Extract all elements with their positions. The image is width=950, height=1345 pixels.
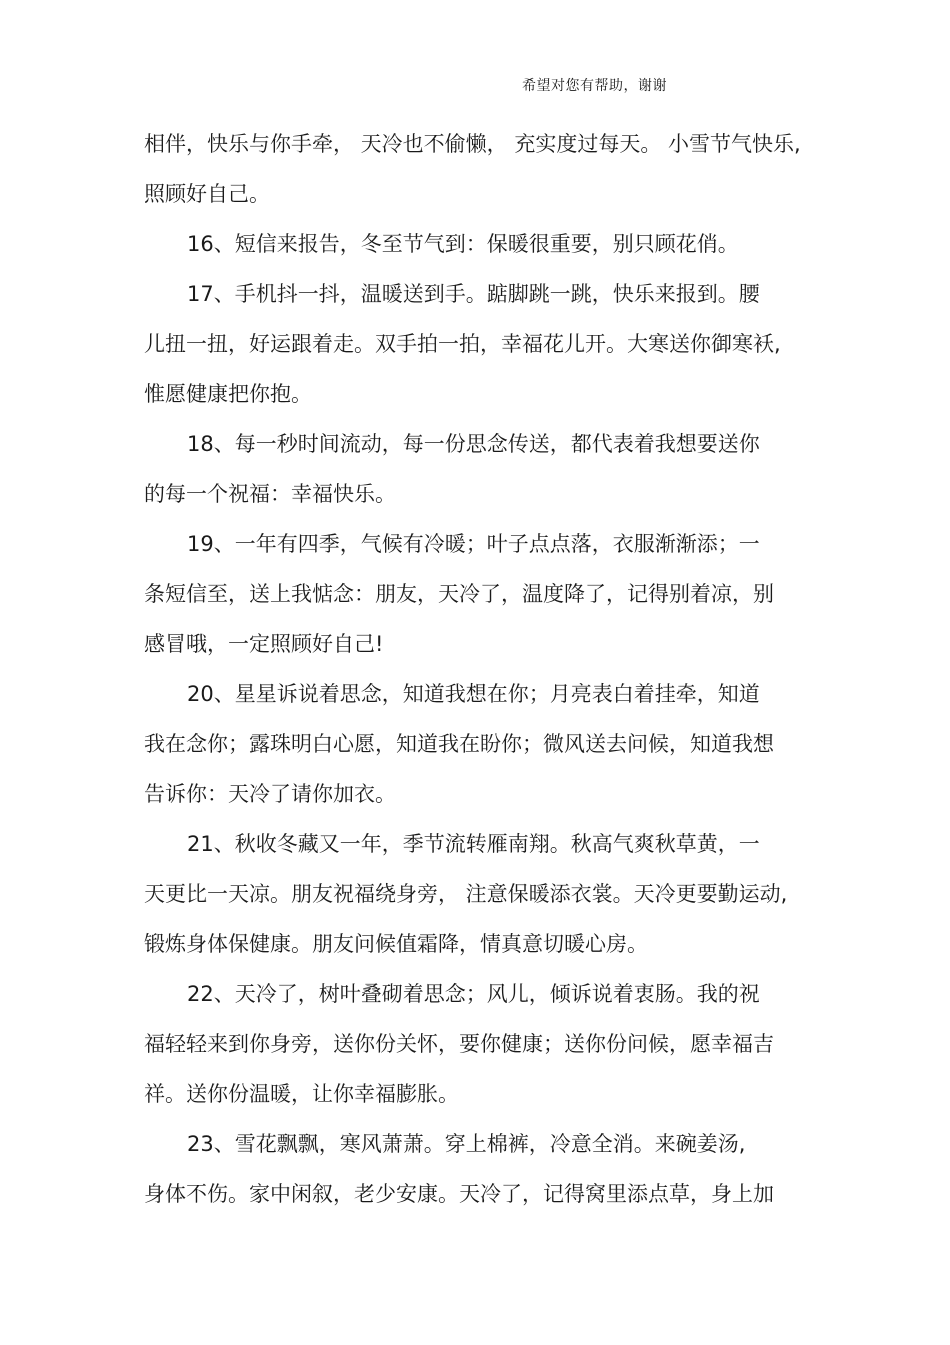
- text-line: 的每一个祝福：幸福快乐。: [144, 482, 396, 506]
- text-line: 祥。送你份温暖，让你幸福膨胀。: [144, 1082, 459, 1106]
- text-line: 16、短信来报告，冬至节气到：保暖很重要，别只顾花俏。: [187, 232, 739, 256]
- text-line: 告诉你：天冷了请你加衣。: [144, 782, 396, 806]
- text-line: 19、一年有四季，气候有冷暖；叶子点点落，衣服渐渐添；一: [187, 532, 760, 556]
- text-line: 20、星星诉说着思念，知道我想在你；月亮表白着挂牵，知道: [187, 682, 760, 706]
- text-line: 条短信至，送上我惦念：朋友，天冷了，温度降了，记得别着凉，别: [144, 582, 774, 606]
- text-line: 照顾好自己。: [144, 182, 270, 206]
- text-line: 感冒哦，一定照顾好自己!: [144, 632, 384, 656]
- text-line: 福轻轻来到你身旁，送你份关怀，要你健康；送你份问候，愿幸福吉: [144, 1032, 774, 1056]
- text-line: 21、秋收冬藏又一年，季节流转雁南翔。秋高气爽秋草黄，一: [187, 832, 760, 856]
- page-header-note: 希望对您有帮助，谢谢: [522, 78, 667, 94]
- text-line: 17、手机抖一抖，温暖送到手。踮脚跳一跳，快乐来报到。腰: [187, 282, 760, 306]
- text-line: 锻炼身体保健康。朋友问候值霜降，情真意切暖心房。: [144, 932, 648, 956]
- text-line: 我在念你；露珠明白心愿，知道我在盼你；微风送去问候，知道我想: [144, 732, 774, 756]
- text-line: 相伴，快乐与你手牵， 天冷也不偷懒， 充实度过每天。 小雪节气快乐,: [144, 132, 801, 156]
- text-line: 身体不伤。家中闲叙，老少安康。天冷了，记得窝里添点草，身上加: [144, 1182, 774, 1206]
- text-line: 天更比一天凉。朋友祝福绕身旁， 注意保暖添衣裳。天冷更要勤运动,: [144, 882, 788, 906]
- text-line: 22、天冷了，树叶叠砌着思念；风儿，倾诉说着衷肠。我的祝: [187, 982, 760, 1006]
- text-line: 惟愿健康把你抱。: [144, 382, 312, 406]
- text-line: 18、每一秒时间流动，每一份思念传送，都代表着我想要送你: [187, 432, 760, 456]
- text-line: 儿扭一扭，好运跟着走。双手拍一拍，幸福花儿开。大寒送你御寒袄,: [144, 332, 781, 356]
- text-line: 23、雪花飘飘，寒风萧萧。穿上棉裤，冷意全消。来碗姜汤,: [187, 1132, 746, 1156]
